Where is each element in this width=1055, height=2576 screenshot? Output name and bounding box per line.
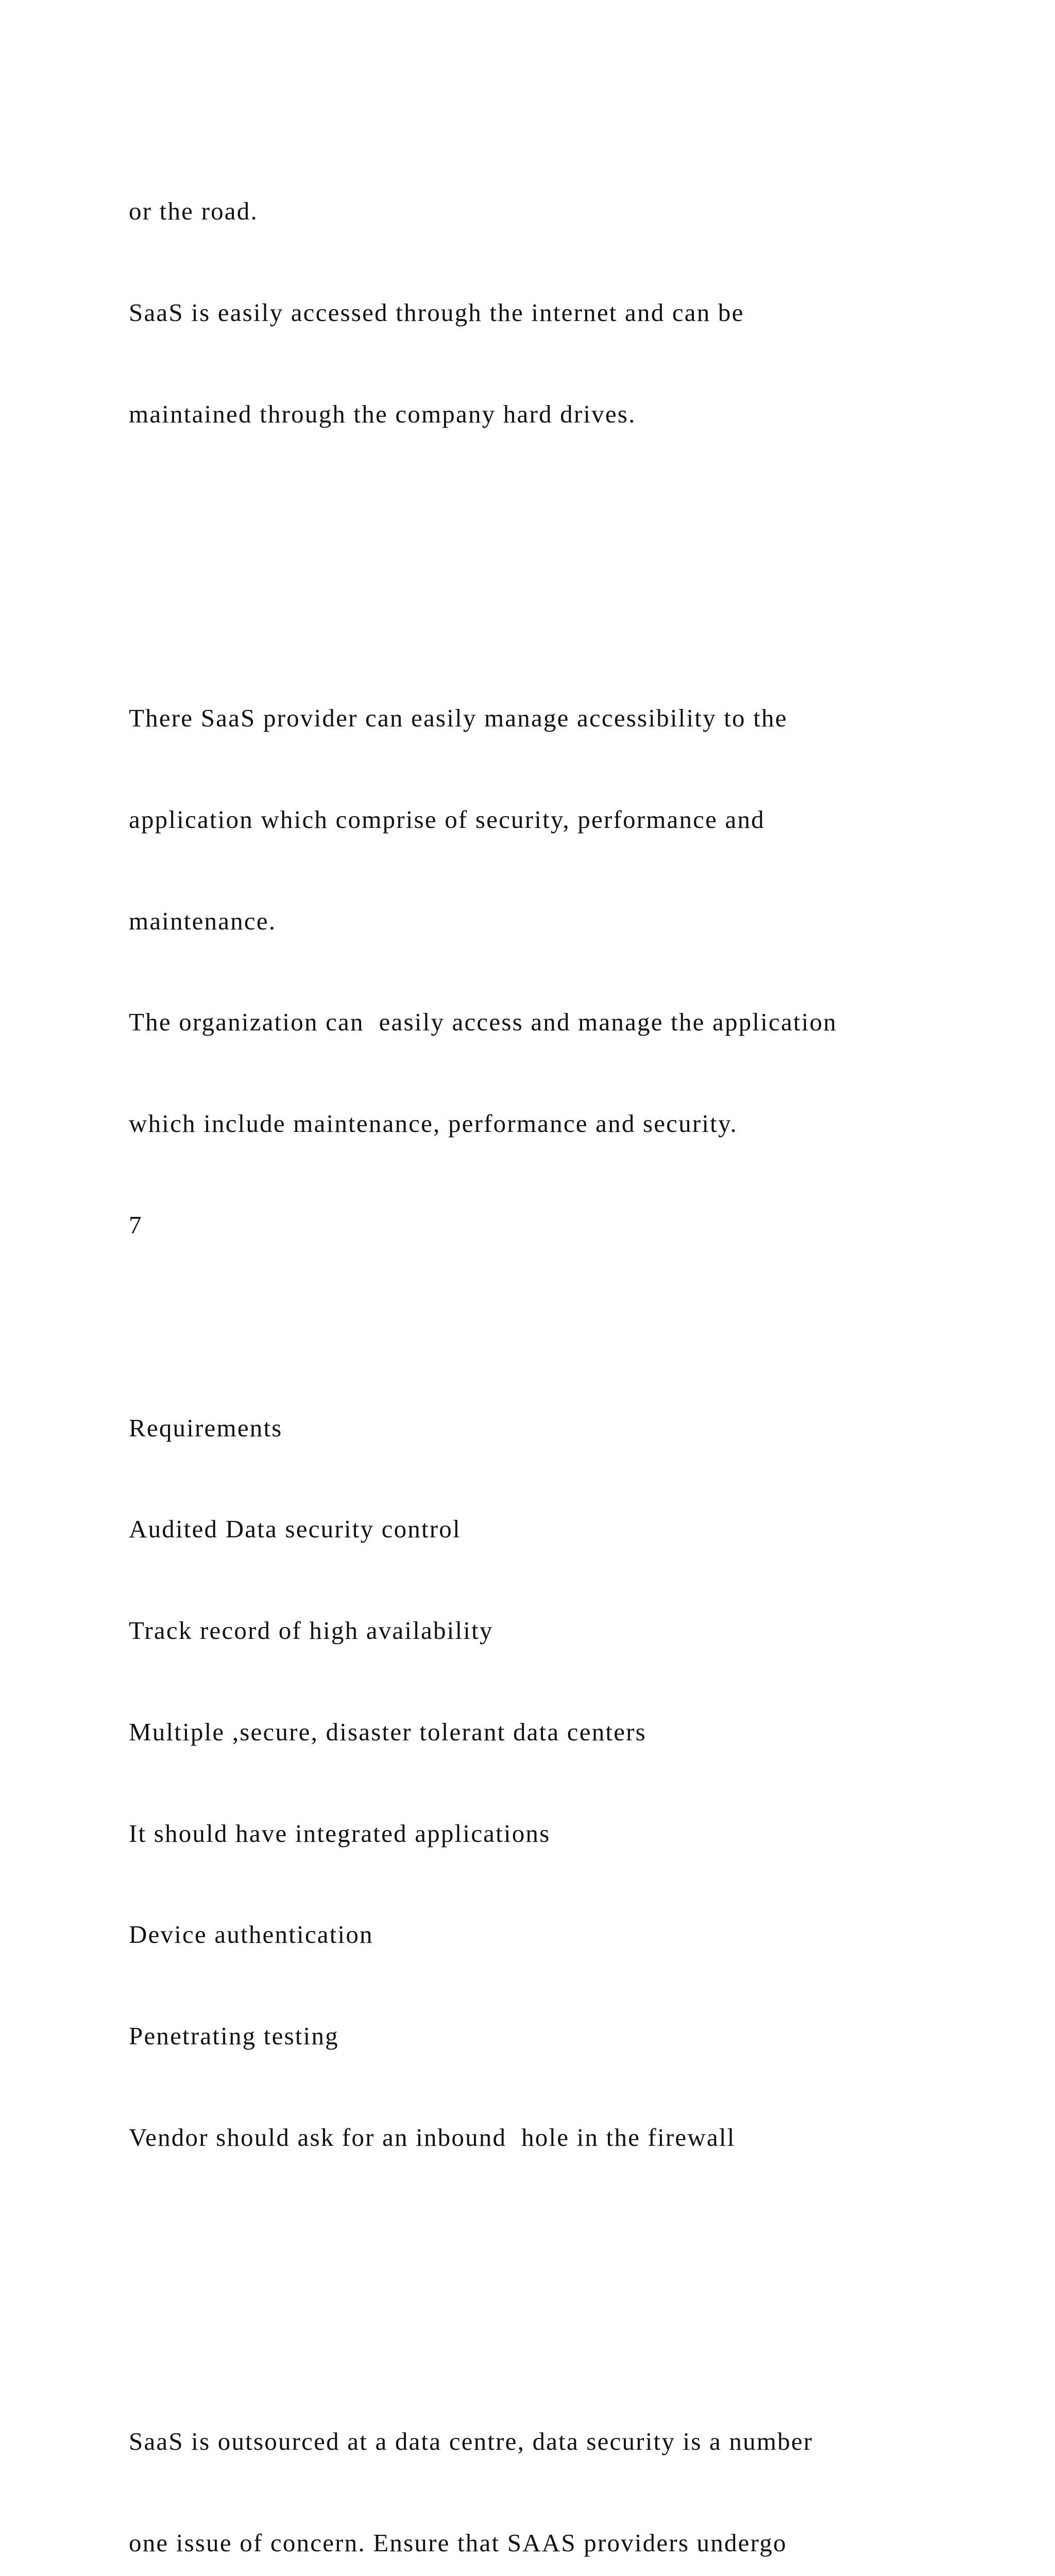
- blank-line: [129, 600, 1005, 634]
- blank-line: [129, 499, 1005, 533]
- text-line: maintenance.: [129, 906, 277, 935]
- text-line: There SaaS provider can easily manage accessibility to the: [129, 704, 788, 733]
- section-heading: Requirements: [129, 1413, 283, 1442]
- requirement-item: Audited Data security control: [129, 1515, 461, 1544]
- document-body: [129, 127, 1005, 2576]
- text-line: one issue of concern. Ensure that SAAS providers undergo: [129, 2529, 787, 2557]
- text-line: SaaS is outsourced at a data centre, data security is a number: [129, 2427, 813, 2456]
- requirement-item: Multiple ,secure, disaster tolerant data centers: [129, 1717, 646, 1746]
- requirement-item: Penetrating testing: [129, 2022, 339, 2050]
- text-line: or the road.: [129, 197, 258, 226]
- requirement-item: Track record of high availability: [129, 1616, 494, 1645]
- text-line: The organization can easily access and manage the application: [129, 1008, 837, 1037]
- text-line: maintained through the company hard drives.: [129, 399, 636, 428]
- blank-line: [129, 2222, 1005, 2256]
- requirement-item: It should have integrated applications: [129, 1819, 551, 1848]
- blank-line: [129, 2324, 1005, 2358]
- text-line: SaaS is easily accessed through the internet and can be: [129, 298, 744, 327]
- text-line: application which comprise of security, performance and: [129, 805, 765, 834]
- requirement-item: Device authentication: [129, 1920, 373, 1949]
- requirement-item: Vendor should ask for an inbound hole in the firewall: [129, 2123, 736, 2152]
- slide-number: 7: [129, 1211, 143, 1239]
- text-line: which include maintenance, performance and security.: [129, 1109, 738, 1138]
- blank-line: [129, 1310, 1005, 1344]
